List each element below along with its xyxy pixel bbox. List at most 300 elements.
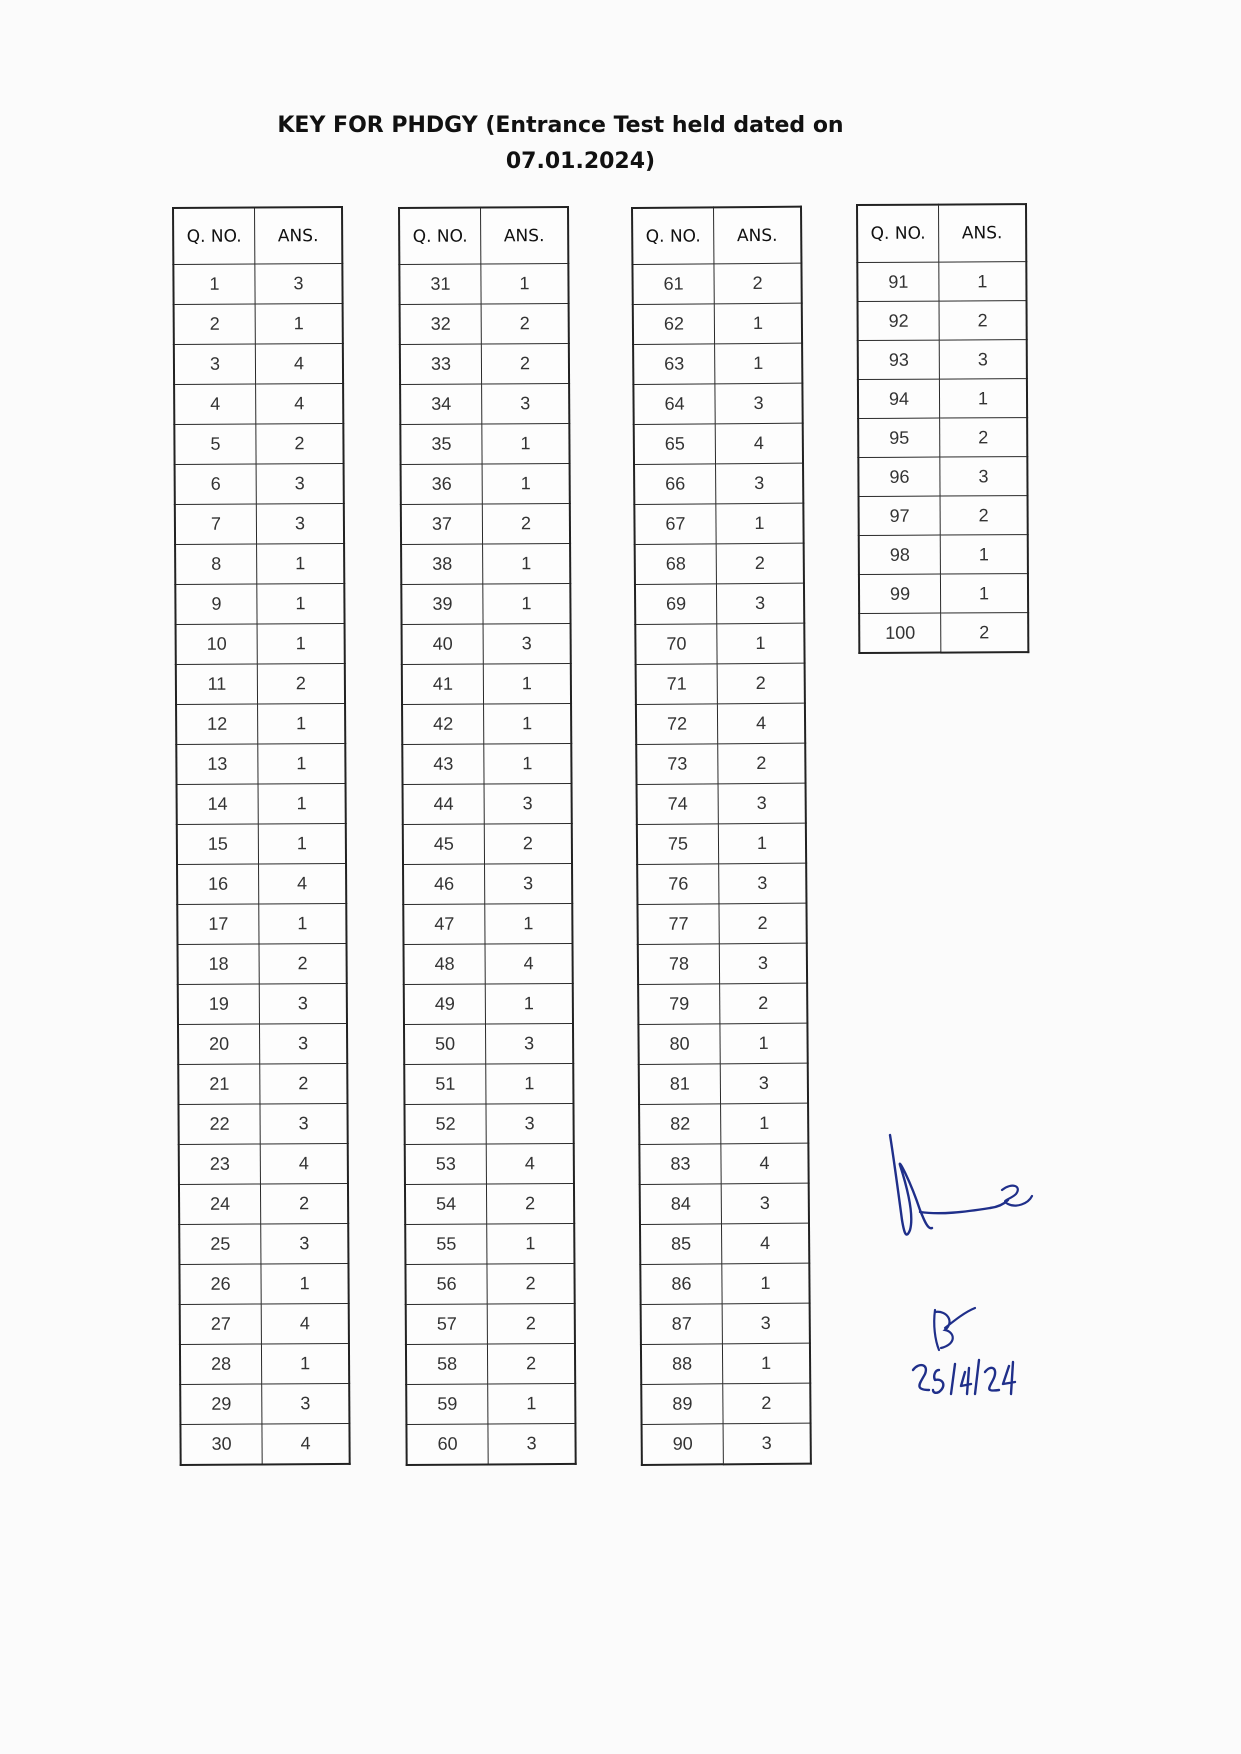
answer-cell: 2 <box>940 496 1028 535</box>
question-number-cell: 43 <box>402 744 484 784</box>
table-row <box>406 1423 575 1465</box>
answer-key-table-1 <box>172 206 351 1466</box>
answer-key-table-3 <box>631 206 812 1466</box>
table-row <box>176 623 345 664</box>
question-number-cell: 77 <box>637 904 719 945</box>
answer-cell: 1 <box>484 743 572 784</box>
question-number-cell: 23 <box>179 1144 261 1184</box>
table-row <box>178 1103 347 1144</box>
header-row <box>173 207 342 265</box>
table-row <box>179 1263 348 1304</box>
question-number-cell: 58 <box>406 1344 488 1384</box>
table-row <box>180 1303 349 1344</box>
answer-cell: 2 <box>481 303 569 344</box>
question-number-cell: 60 <box>406 1424 488 1465</box>
answer-cell: 2 <box>487 1343 575 1384</box>
question-number-cell: 83 <box>639 1144 721 1185</box>
table-row <box>399 263 568 304</box>
answer-cell: 1 <box>483 583 571 624</box>
answer-key-table-2 <box>398 206 577 1466</box>
question-number-cell: 45 <box>403 824 485 864</box>
question-number-cell: 82 <box>639 1104 721 1145</box>
table-row <box>402 703 571 744</box>
table-row <box>178 983 347 1024</box>
answer-cell: 1 <box>261 1343 349 1384</box>
question-number-header: Q. NO. <box>632 207 714 264</box>
answer-cell: 4 <box>717 703 805 744</box>
question-number-cell: 78 <box>638 944 720 985</box>
answer-cell: 1 <box>258 743 346 784</box>
question-number-cell: 80 <box>638 1024 720 1065</box>
answer-cell: 4 <box>256 383 344 424</box>
table-row <box>640 1263 809 1304</box>
handwritten-date-signature <box>905 1300 1045 1410</box>
answer-cell: 2 <box>939 301 1027 340</box>
table-row <box>635 583 804 624</box>
title-line-1: KEY FOR PHDGY (Entrance Test held dated on <box>277 113 844 138</box>
question-number-cell: 57 <box>406 1304 488 1344</box>
table-row <box>633 303 802 344</box>
table-row <box>176 703 345 744</box>
table-row <box>173 263 342 304</box>
table-row <box>642 1423 811 1465</box>
answer-cell: 2 <box>260 1183 348 1224</box>
answer-cell: 2 <box>716 543 804 584</box>
question-number-cell: 18 <box>178 944 260 984</box>
question-number-cell: 63 <box>633 344 715 385</box>
question-number-cell: 13 <box>176 744 258 784</box>
answer-cell: 1 <box>485 903 573 944</box>
question-number-cell: 88 <box>641 1344 723 1385</box>
document-title <box>0 108 1241 180</box>
answer-cell: 1 <box>257 583 345 624</box>
table-row <box>406 1383 575 1424</box>
answer-cell: 2 <box>714 263 802 304</box>
answer-cell: 2 <box>256 423 344 464</box>
question-number-cell: 50 <box>404 1024 486 1064</box>
answer-cell: 1 <box>485 983 573 1024</box>
question-number-cell: 67 <box>634 504 716 545</box>
answer-header: ANS. <box>481 207 569 264</box>
answer-cell: 1 <box>717 623 805 664</box>
answer-cell: 3 <box>940 457 1028 496</box>
table-row <box>634 463 803 504</box>
table-body <box>857 262 1028 653</box>
table-row <box>401 503 570 544</box>
answer-cell: 1 <box>483 663 571 704</box>
table-row <box>640 1223 809 1264</box>
table-row <box>857 262 1026 302</box>
table-row <box>638 943 807 984</box>
question-number-cell: 59 <box>406 1384 488 1424</box>
question-number-cell: 54 <box>405 1184 487 1224</box>
question-number-cell: 17 <box>177 904 259 944</box>
handwritten-signature <box>880 1120 1040 1270</box>
question-number-cell: 61 <box>632 264 714 305</box>
answer-cell: 1 <box>721 1103 809 1144</box>
answer-cell: 2 <box>259 943 347 984</box>
header-row <box>857 204 1026 262</box>
question-number-cell: 65 <box>634 424 716 465</box>
question-number-cell: 10 <box>176 624 258 664</box>
table-row <box>634 503 803 544</box>
question-number-cell: 24 <box>179 1184 261 1224</box>
table-row <box>177 823 346 864</box>
answer-cell: 3 <box>722 1303 810 1344</box>
question-number-cell: 40 <box>402 624 484 664</box>
answer-cell: 3 <box>715 383 803 424</box>
answer-cell: 2 <box>484 823 572 864</box>
answer-cell: 2 <box>486 1183 574 1224</box>
question-number-cell: 42 <box>402 704 484 744</box>
table-row <box>402 663 571 704</box>
question-number-cell: 97 <box>859 496 941 535</box>
answer-cell: 1 <box>258 703 346 744</box>
question-number-cell: 29 <box>180 1384 262 1424</box>
question-number-cell: 99 <box>859 574 941 613</box>
table-row <box>639 1063 808 1104</box>
answer-cell: 2 <box>482 503 570 544</box>
answer-cell: 1 <box>261 1263 349 1304</box>
table-row <box>174 423 343 464</box>
question-number-cell: 91 <box>857 262 939 301</box>
answer-cell: 1 <box>940 574 1028 613</box>
table-body <box>399 263 575 1465</box>
table-row <box>175 583 344 624</box>
question-number-cell: 38 <box>401 544 483 584</box>
table-row <box>636 703 805 744</box>
question-number-cell: 84 <box>640 1184 722 1225</box>
table-row <box>175 543 344 584</box>
question-number-cell: 94 <box>858 379 940 418</box>
answer-cell: 1 <box>722 1343 810 1384</box>
answer-cell: 4 <box>260 1143 348 1184</box>
header-row <box>632 207 801 265</box>
answer-cell: 2 <box>941 613 1029 653</box>
question-number-cell: 47 <box>403 904 485 944</box>
table-row <box>637 823 806 864</box>
answer-cell: 1 <box>718 823 806 864</box>
answer-cell: 3 <box>484 783 572 824</box>
table-row <box>178 943 347 984</box>
question-number-cell: 100 <box>859 613 941 653</box>
table-row <box>176 743 345 784</box>
question-number-cell: 12 <box>176 704 258 744</box>
answer-cell: 1 <box>940 535 1028 574</box>
answer-cell: 4 <box>262 1423 350 1464</box>
question-number-header: Q. NO. <box>857 205 939 263</box>
question-number-cell: 32 <box>400 304 482 344</box>
question-number-cell: 98 <box>859 535 941 574</box>
answer-cell: 1 <box>258 823 346 864</box>
question-number-cell: 64 <box>633 384 715 425</box>
answer-cell: 3 <box>259 1023 347 1064</box>
table-row <box>859 574 1028 614</box>
table-row <box>401 583 570 624</box>
answer-cell: 2 <box>257 663 345 704</box>
table-row <box>405 1223 574 1264</box>
question-number-cell: 36 <box>401 464 483 504</box>
question-number-cell: 73 <box>636 744 718 785</box>
question-number-cell: 92 <box>858 301 940 340</box>
question-number-cell: 16 <box>177 864 259 904</box>
answer-cell: 1 <box>258 783 346 824</box>
question-number-cell: 22 <box>178 1104 260 1144</box>
question-number-cell: 70 <box>635 624 717 665</box>
table-row <box>638 983 807 1024</box>
answer-cell: 1 <box>481 263 569 304</box>
answer-cell: 1 <box>720 1023 808 1064</box>
answer-cell: 3 <box>485 1023 573 1064</box>
table-row <box>177 863 346 904</box>
table-row <box>404 983 573 1024</box>
table-row <box>635 623 804 664</box>
answer-cell: 2 <box>720 983 808 1024</box>
table-row <box>632 263 801 304</box>
table-row <box>637 903 806 944</box>
answer-cell: 1 <box>482 423 570 464</box>
table-row <box>174 303 343 344</box>
answer-cell: 3 <box>261 1223 349 1264</box>
table-row <box>177 783 346 824</box>
question-number-cell: 33 <box>400 344 482 384</box>
question-number-cell: 35 <box>400 424 482 464</box>
question-number-cell: 25 <box>179 1224 261 1264</box>
answer-cell: 1 <box>487 1223 575 1264</box>
answer-cell: 3 <box>483 623 571 664</box>
answer-cell: 4 <box>721 1223 809 1264</box>
question-number-cell: 68 <box>635 544 717 585</box>
table-row <box>403 783 572 824</box>
table-row <box>641 1343 810 1384</box>
answer-header: ANS. <box>714 207 802 264</box>
table-row <box>641 1303 810 1344</box>
answer-cell: 3 <box>723 1423 811 1464</box>
table-row <box>859 535 1028 575</box>
table-row <box>403 863 572 904</box>
question-number-cell: 95 <box>858 418 940 457</box>
table-row <box>175 503 344 544</box>
answer-cell: 1 <box>715 343 803 384</box>
title-line-2: 07.01.2024) <box>505 149 656 174</box>
answer-cell: 2 <box>940 418 1028 457</box>
answer-cell: 1 <box>483 543 571 584</box>
table-row <box>402 623 571 664</box>
answer-cell: 4 <box>715 423 803 464</box>
question-number-cell: 41 <box>402 664 484 704</box>
table-row <box>858 379 1027 419</box>
answer-cell: 3 <box>488 1423 576 1464</box>
table-body <box>173 263 349 1465</box>
question-number-cell: 1 <box>173 264 255 304</box>
answer-cell: 2 <box>723 1383 811 1424</box>
table-row <box>404 1023 573 1064</box>
table-row <box>180 1423 349 1465</box>
table-row <box>404 943 573 984</box>
table-row <box>634 423 803 464</box>
table-row <box>400 303 569 344</box>
table-row <box>174 383 343 424</box>
question-number-cell: 71 <box>636 664 718 705</box>
question-number-header: Q. NO. <box>399 207 481 264</box>
question-number-cell: 7 <box>175 504 257 544</box>
question-number-cell: 37 <box>401 504 483 544</box>
question-number-cell: 20 <box>178 1024 260 1064</box>
table-row <box>400 423 569 464</box>
answer-cell: 3 <box>260 1103 348 1144</box>
answer-header: ANS. <box>255 207 343 264</box>
table-row <box>406 1343 575 1384</box>
table-row <box>178 1063 347 1104</box>
question-number-cell: 93 <box>858 340 940 379</box>
question-number-cell: 34 <box>400 384 482 424</box>
table-row <box>858 418 1027 458</box>
table-row <box>633 383 802 424</box>
answer-cell: 1 <box>259 903 347 944</box>
table-row <box>639 1103 808 1144</box>
answer-cell: 1 <box>486 1063 574 1104</box>
answer-cell: 4 <box>261 1303 349 1344</box>
question-number-cell: 66 <box>634 464 716 505</box>
answer-cell: 2 <box>487 1263 575 1304</box>
answer-cell: 3 <box>719 863 807 904</box>
question-number-cell: 51 <box>404 1064 486 1104</box>
answer-cell: 3 <box>719 943 807 984</box>
question-number-cell: 3 <box>174 344 256 384</box>
answer-cell: 1 <box>484 703 572 744</box>
question-number-cell: 89 <box>641 1384 723 1425</box>
question-number-cell: 74 <box>637 784 719 825</box>
question-number-cell: 69 <box>635 584 717 625</box>
answer-cell: 1 <box>716 503 804 544</box>
table-row <box>174 343 343 384</box>
question-number-cell: 15 <box>177 824 259 864</box>
question-number-cell: 55 <box>405 1224 487 1264</box>
table-row <box>406 1303 575 1344</box>
answer-cell: 3 <box>262 1383 350 1424</box>
answer-cell: 4 <box>485 943 573 984</box>
question-number-cell: 48 <box>404 944 486 984</box>
question-number-cell: 19 <box>178 984 260 1024</box>
answer-cell: 4 <box>486 1143 574 1184</box>
answer-cell: 1 <box>482 463 570 504</box>
table-row <box>858 301 1027 341</box>
question-number-cell: 30 <box>180 1424 262 1465</box>
table-row <box>859 613 1028 653</box>
table-row <box>403 903 572 944</box>
table-row <box>180 1343 349 1384</box>
table-row <box>640 1183 809 1224</box>
question-number-cell: 52 <box>404 1104 486 1144</box>
table-row <box>639 1143 808 1184</box>
table-row <box>177 903 346 944</box>
table-row <box>637 863 806 904</box>
answer-cell: 2 <box>719 903 807 944</box>
answer-cell: 1 <box>714 303 802 344</box>
table-row <box>175 463 344 504</box>
answer-cell: 3 <box>716 583 804 624</box>
answer-cell: 3 <box>716 463 804 504</box>
question-number-cell: 4 <box>174 384 256 424</box>
question-number-cell: 8 <box>175 544 257 584</box>
question-number-cell: 27 <box>180 1304 262 1344</box>
answer-cell: 3 <box>256 463 344 504</box>
answer-cell: 3 <box>259 983 347 1024</box>
answer-cell: 1 <box>257 543 345 584</box>
table-row <box>858 340 1027 380</box>
table-row <box>858 457 1027 497</box>
answer-cell: 3 <box>255 263 343 304</box>
table-row <box>859 496 1028 536</box>
question-number-cell: 9 <box>175 584 257 624</box>
question-number-cell: 49 <box>404 984 486 1024</box>
table-row <box>638 1023 807 1064</box>
table-row <box>400 343 569 384</box>
table-row <box>636 743 805 784</box>
question-number-cell: 90 <box>642 1424 724 1465</box>
answer-cell: 3 <box>256 503 344 544</box>
answer-key-table-4 <box>856 203 1029 654</box>
question-number-cell: 44 <box>403 784 485 824</box>
question-number-cell: 87 <box>641 1304 723 1345</box>
answer-cell: 3 <box>939 340 1027 379</box>
answer-cell: 3 <box>482 383 570 424</box>
table-row <box>404 1103 573 1144</box>
question-number-cell: 75 <box>637 824 719 865</box>
table-row <box>179 1183 348 1224</box>
question-number-cell: 56 <box>405 1264 487 1304</box>
question-number-cell: 28 <box>180 1344 262 1384</box>
table-row <box>401 463 570 504</box>
answer-cell: 2 <box>487 1303 575 1344</box>
question-number-cell: 26 <box>179 1264 261 1304</box>
table-row <box>402 743 571 784</box>
table-row <box>400 383 569 424</box>
table-row <box>635 543 804 584</box>
table-row <box>403 823 572 864</box>
table-row <box>405 1263 574 1304</box>
table-row <box>405 1143 574 1184</box>
answer-cell: 3 <box>718 783 806 824</box>
question-number-cell: 31 <box>399 264 481 304</box>
table-row <box>176 663 345 704</box>
question-number-header: Q. NO. <box>173 207 255 264</box>
table-row <box>633 343 802 384</box>
table-row <box>180 1383 349 1424</box>
table-row <box>179 1143 348 1184</box>
answer-cell: 2 <box>717 663 805 704</box>
answer-header: ANS. <box>939 204 1027 262</box>
table-row <box>636 663 805 704</box>
question-number-cell: 11 <box>176 664 258 704</box>
question-number-cell: 72 <box>636 704 718 745</box>
answer-cell: 4 <box>721 1143 809 1184</box>
answer-cell: 3 <box>721 1183 809 1224</box>
table-body <box>632 263 810 1465</box>
question-number-cell: 2 <box>174 304 256 344</box>
question-number-cell: 96 <box>858 457 940 496</box>
table-row <box>641 1383 810 1424</box>
header-row <box>399 207 568 265</box>
question-number-cell: 14 <box>177 784 259 824</box>
question-number-cell: 81 <box>639 1064 721 1105</box>
answer-cell: 1 <box>939 379 1027 418</box>
answer-cell: 1 <box>257 623 345 664</box>
table-row <box>405 1183 574 1224</box>
table-row <box>179 1223 348 1264</box>
question-number-cell: 76 <box>637 864 719 905</box>
answer-cell: 3 <box>720 1063 808 1104</box>
